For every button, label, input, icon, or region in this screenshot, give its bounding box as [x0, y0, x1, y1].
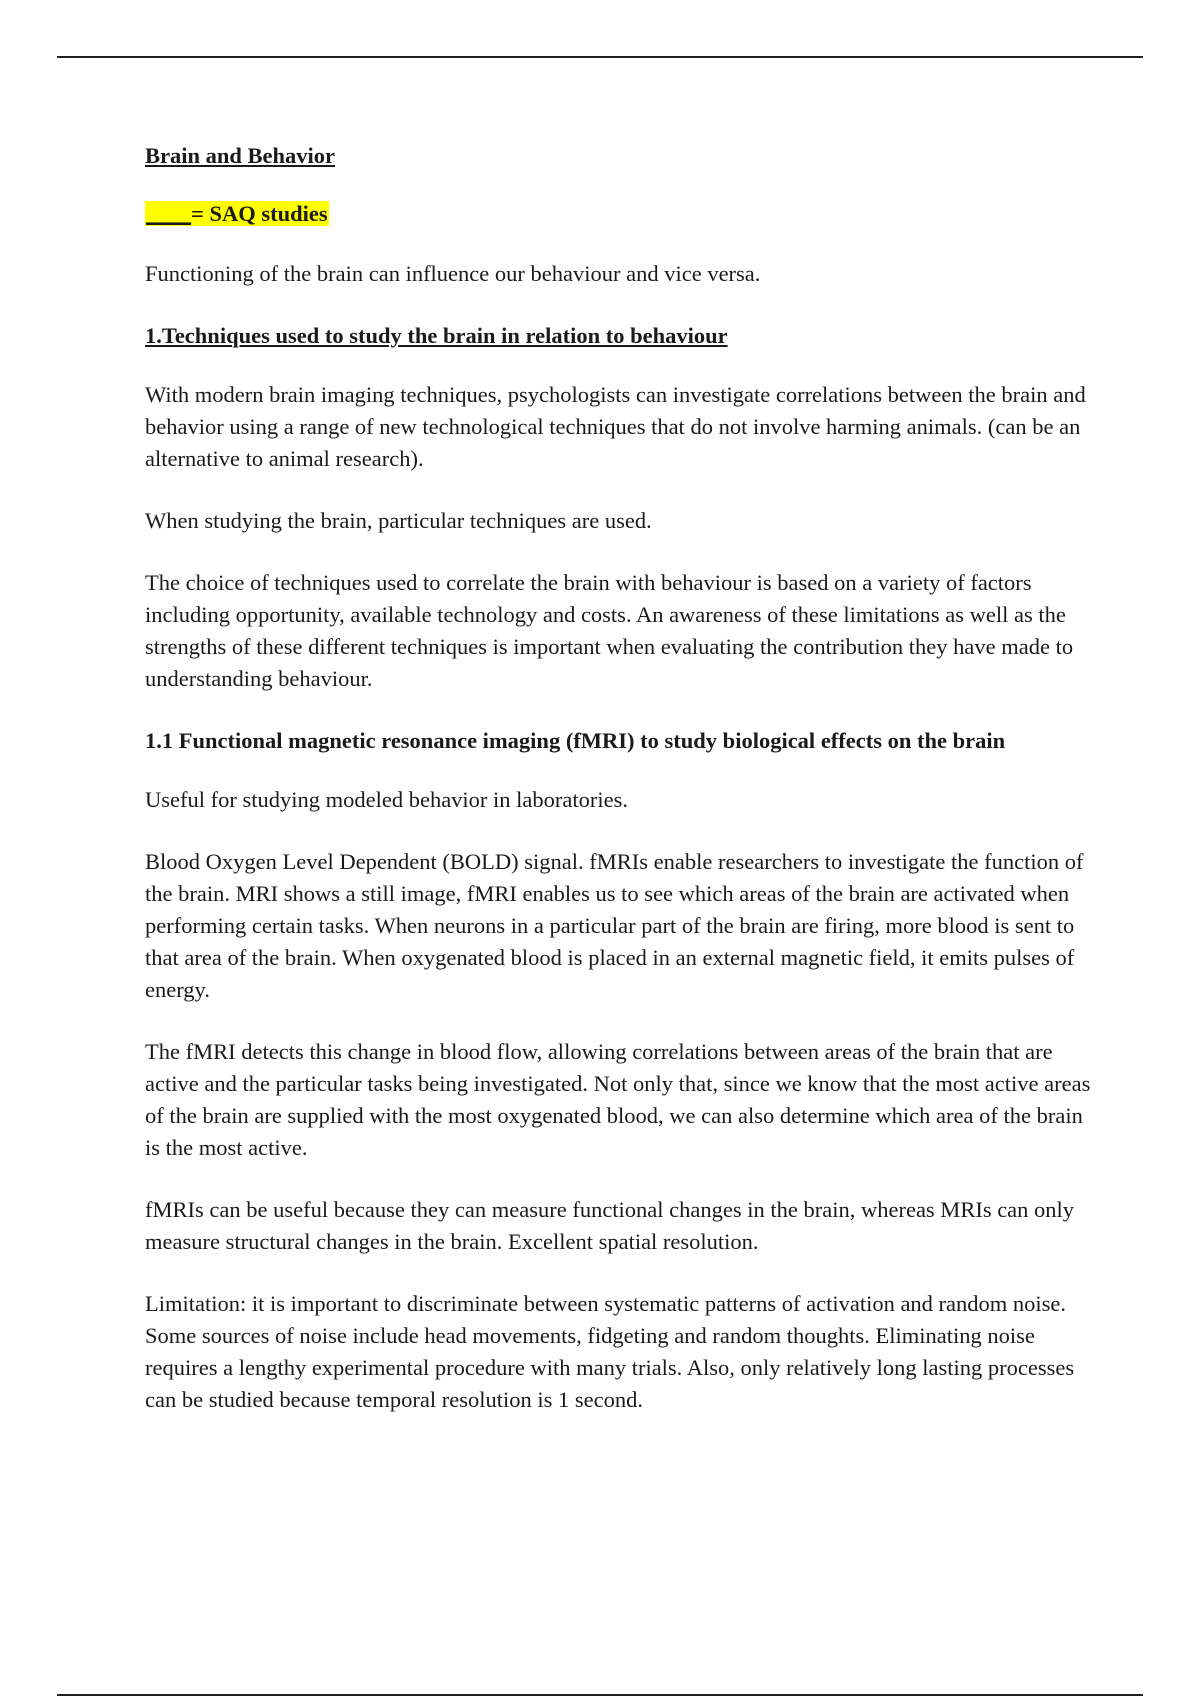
legend-highlight: [145, 201, 329, 226]
bottom-rule: [57, 1694, 1143, 1696]
legend: [145, 198, 1095, 230]
document-page: [145, 140, 1095, 1446]
section-1-1-paragraph: The fMRI detects this change in blood flow, allowing correlations between areas of the brain that are active and the particular tasks being investigated. Not only that, since we know that the most active areas of the brain are supplied with the most oxygenated blood, we can also determine which area of the brain is the most active.: [145, 1039, 1091, 1160]
section-1-paragraph: The choice of techniques used to correlate the brain with behaviour is based on a variety of factors including opportunity, available technology and costs. An awareness of these limitations as well as the strengths of these different techniques is important when evaluating the contribution they have made to understanding behaviour.: [145, 570, 1074, 691]
intro-paragraph: Functioning of the brain can influence our behaviour and vice versa.: [145, 261, 761, 286]
section-1-1-heading: 1.1 Functional magnetic resonance imaging (fMRI) to study biological effects on the brain: [145, 728, 1006, 753]
legend-blank: ____: [146, 201, 191, 226]
section-1-1-paragraph: Blood Oxygen Level Dependent (BOLD) signal. fMRIs enable researchers to investigate the function of the brain. MRI shows a still image, fMRI enables us to see which areas of the brain are activated when performing certain tasks. When neurons in a particular part of the brain are firing, more blood is sent to that area of the brain. When oxygenated blood is placed in an external magnetic field, it emits pulses of energy.: [145, 849, 1084, 1002]
section-1-paragraph: When studying the brain, particular techniques are used.: [145, 508, 652, 533]
section-1-1-paragraph: fMRIs can be useful because they can measure functional changes in the brain, whereas MRIs can only measure structural changes in the brain. Excellent spatial resolution.: [145, 1197, 1075, 1254]
section-1-1-paragraph: Limitation: it is important to discriminate between systematic patterns of activation and random noise. Some sources of noise include head movements, fidgeting and random thoughts. Eliminating noise requires a lengthy experimental procedure with many trials. Also, only relatively long lasting processes can be studied because temporal resolution is 1 second.: [145, 1291, 1075, 1412]
section-1-1-paragraph: Useful for studying modeled behavior in laboratories.: [145, 787, 629, 812]
section-1-heading: 1.Techniques used to study the brain in relation to behaviour: [145, 323, 728, 348]
top-rule: [57, 56, 1143, 58]
legend-label: SAQ studies: [203, 201, 328, 226]
page-title: Brain and Behavior: [145, 143, 336, 168]
legend-eq: =: [191, 201, 204, 226]
section-1-paragraph: With modern brain imaging techniques, psychologists can investigate correlations between the brain and behavior using a range of new technological techniques that do not involve harming animals. (can be an alternative to animal research).: [145, 382, 1086, 471]
